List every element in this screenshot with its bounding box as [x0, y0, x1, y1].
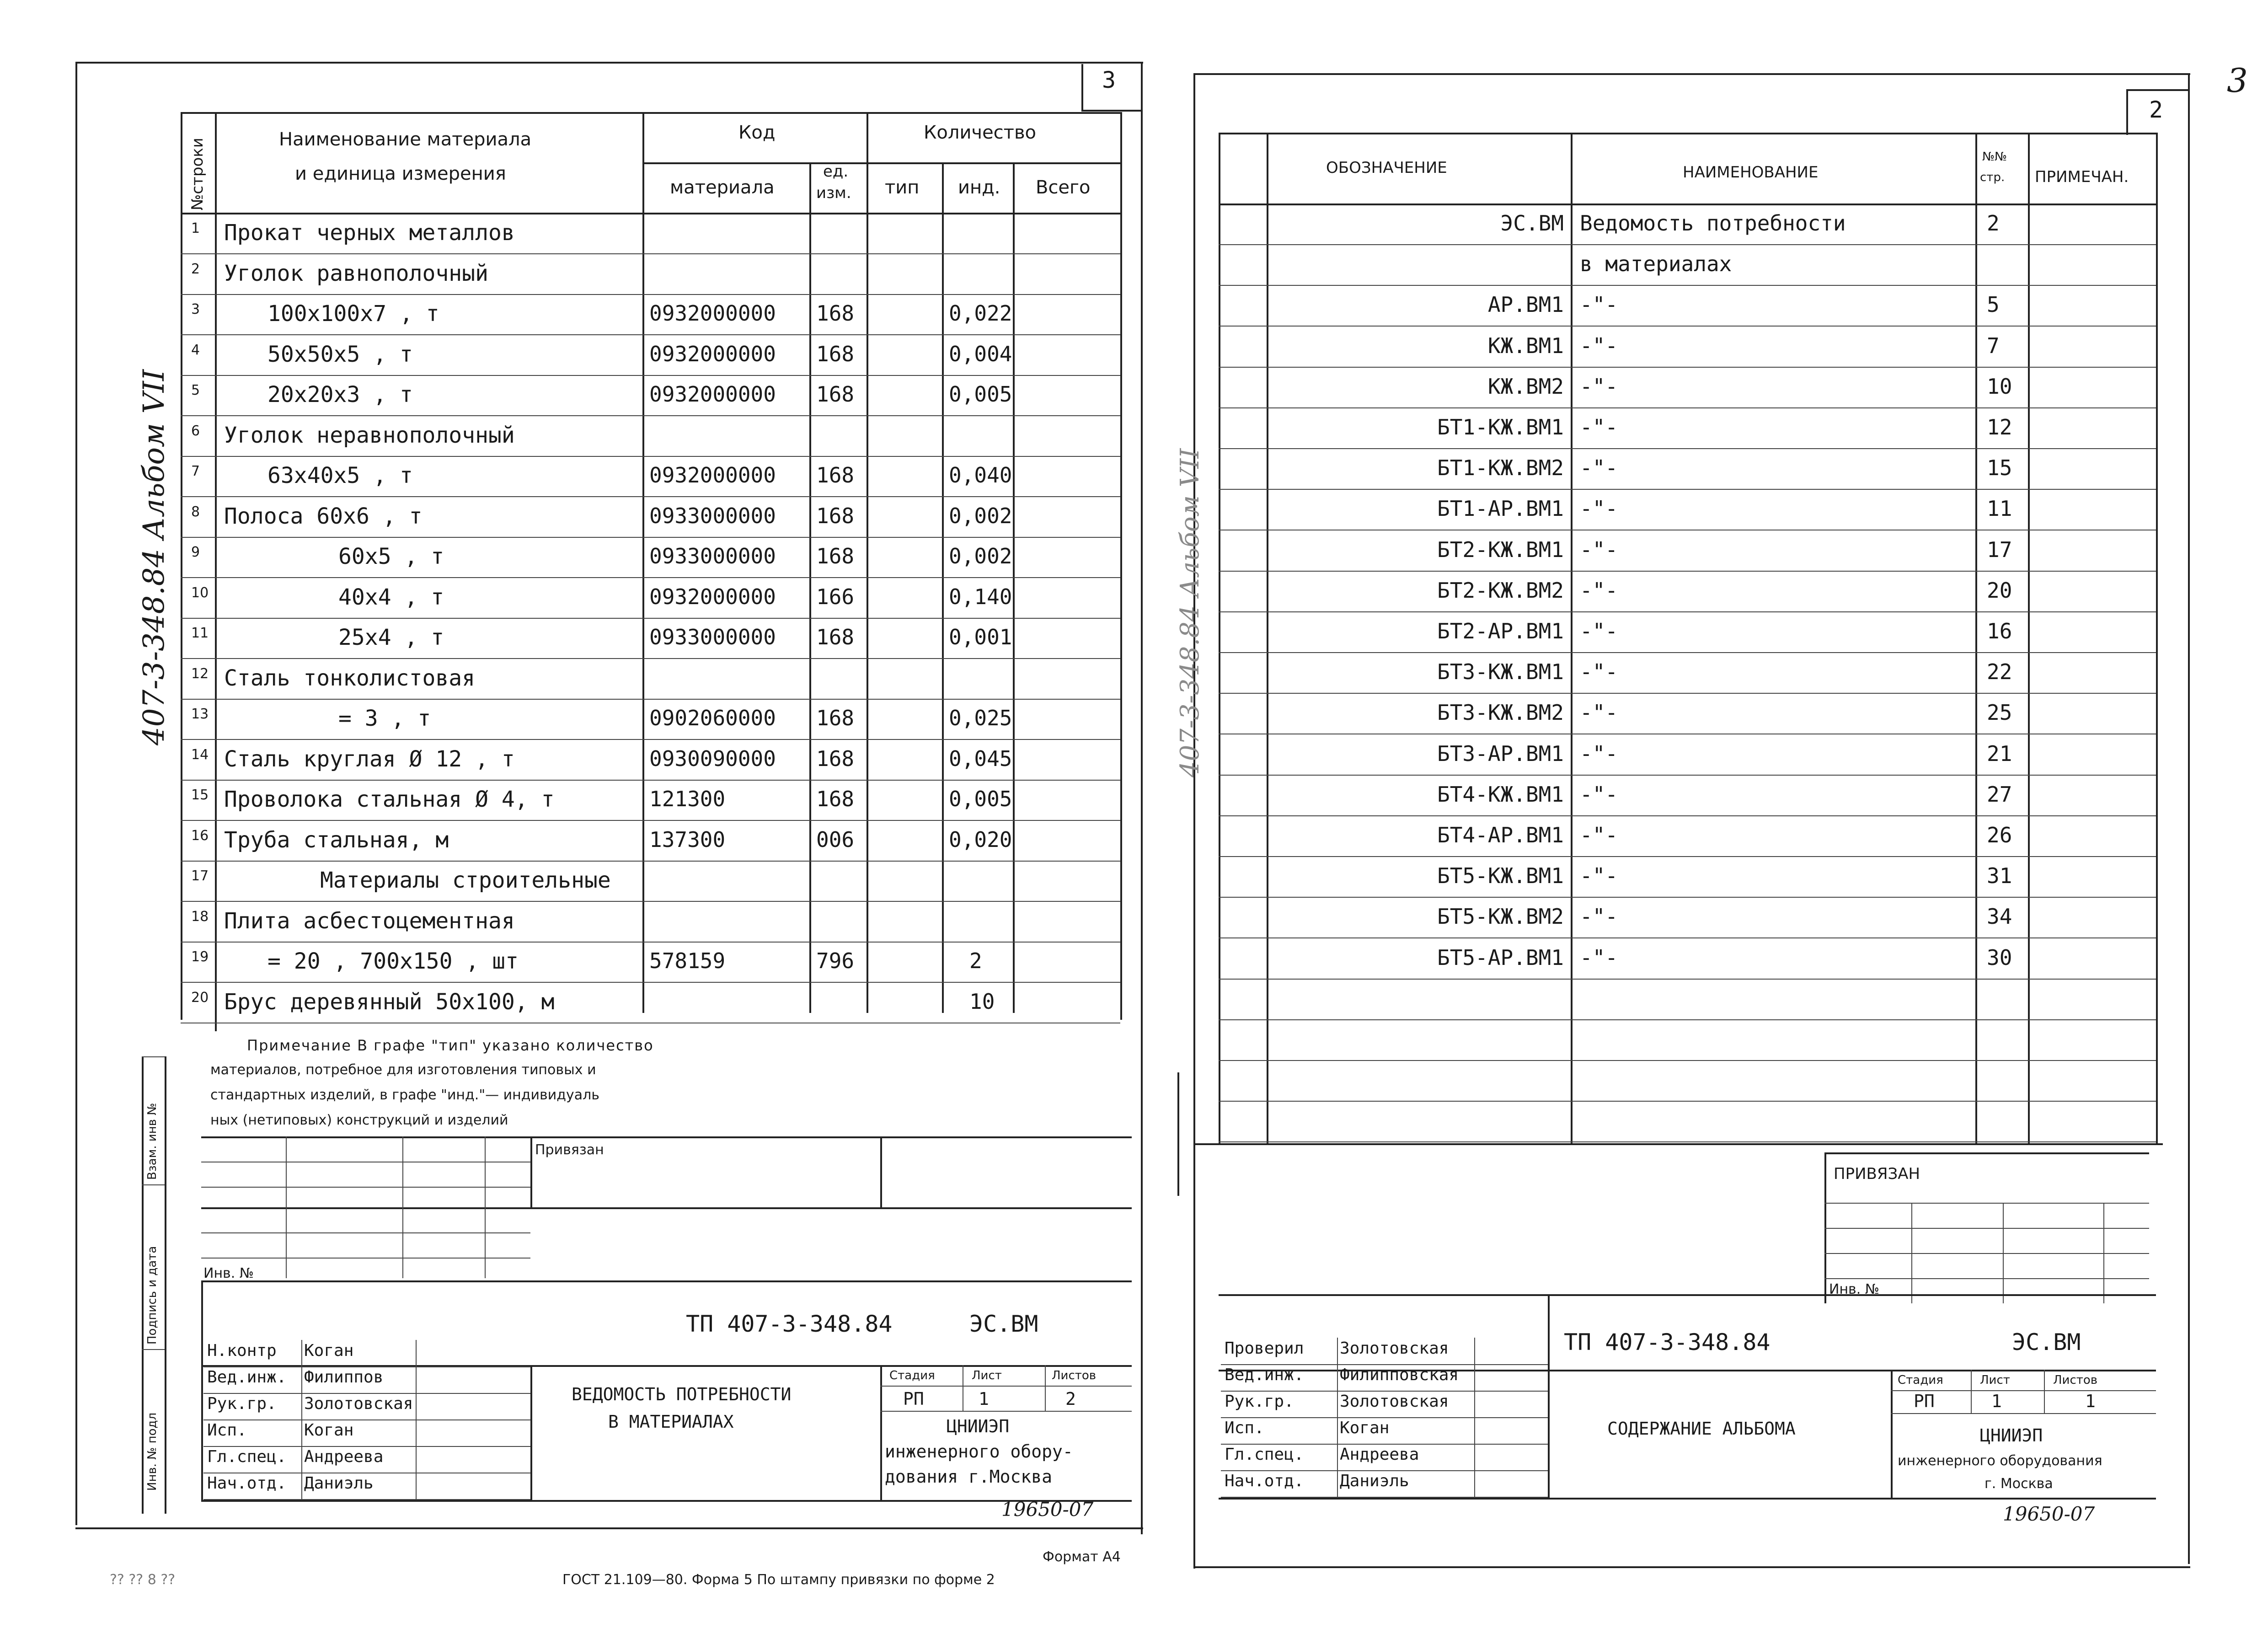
cell-name: 60х5 , т: [338, 544, 444, 569]
cell-ind: 0,002: [949, 503, 1012, 528]
footer-left: ?? ?? 8 ??: [110, 1572, 176, 1588]
signer-divider: [1221, 1417, 1548, 1418]
cell-code: 0933000000: [649, 544, 776, 568]
col-total: Всего: [1036, 177, 1091, 198]
cell-unit: 168: [816, 787, 855, 811]
cell-name: -"-: [1580, 455, 1618, 480]
cell-name: Ведомость потребности: [1580, 211, 1846, 236]
col-code-material: материала: [670, 177, 775, 198]
row-divider: [181, 537, 1120, 538]
cell-unit: 796: [816, 948, 855, 973]
cell-name: Уголок неравнополочный: [224, 423, 515, 448]
cell-name: -"-: [1580, 333, 1618, 358]
cell-name: -"-: [1580, 823, 1618, 847]
row-divider: [1219, 244, 2156, 245]
cell-name: Труба стальная, м: [224, 827, 449, 853]
row-divider: [1219, 693, 2156, 694]
cell-name: Плита асбестоцементная: [224, 908, 515, 934]
cell-unit: 168: [816, 342, 855, 366]
cell-ind: 0,040: [949, 463, 1012, 487]
cell-name: 100х100х7 , т: [267, 301, 439, 327]
row-divider: [1219, 367, 2156, 368]
signer-divider: [203, 1419, 530, 1420]
cell-designation: БТ1-АР.ВМ1: [1437, 496, 1564, 521]
col-designation: ОБОЗНАЧЕНИЕ: [1326, 159, 1447, 177]
cell-name: -"-: [1580, 741, 1618, 766]
row-divider: [1219, 448, 2156, 449]
sheet-label: Лист: [972, 1369, 1002, 1382]
cell-page: 21: [1987, 741, 2012, 766]
sheets-value: 2: [1065, 1389, 1076, 1409]
cell-name: -"-: [1580, 292, 1618, 317]
signer-name: Золотовская: [1340, 1339, 1449, 1358]
cell-designation: БТ3-КЖ.ВМ1: [1437, 659, 1564, 684]
sheets-label: Листов: [1052, 1369, 1097, 1382]
cell-designation: БТ3-КЖ.ВМ2: [1437, 700, 1564, 725]
signer-col-divider: [1474, 1338, 1475, 1497]
cell-ind: 0,005: [949, 382, 1012, 407]
cell-n: 10: [191, 585, 209, 601]
signer-role: Исп.: [1225, 1419, 1264, 1437]
cell-n: 9: [191, 544, 200, 560]
signer-divider: [1221, 1391, 1548, 1392]
cell-designation: БТ2-АР.ВМ1: [1437, 619, 1564, 643]
cell-unit: 168: [816, 746, 855, 771]
bottom-number: 19650-07: [1001, 1498, 1094, 1521]
cell-n: 14: [191, 747, 209, 763]
doc-mark: ЭС.ВМ: [2012, 1329, 2081, 1355]
signer-role: Вед.инж.: [1225, 1366, 1304, 1384]
signer-role: Нач.отд.: [207, 1474, 287, 1493]
signer-name: Коган: [304, 1421, 354, 1440]
cell-name: в материалах: [1580, 252, 1732, 276]
note-line-2: материалов, потребное для изготовления типовых и: [210, 1062, 596, 1078]
cell-unit: 168: [816, 382, 855, 407]
cell-designation: БТ5-КЖ.ВМ1: [1437, 863, 1564, 888]
cell-designation: БТ4-АР.ВМ1: [1437, 823, 1564, 847]
cell-code: 137300: [649, 827, 726, 852]
cell-n: 12: [191, 666, 209, 682]
cell-ind: 0,045: [949, 746, 1012, 771]
cell-code: 0932000000: [649, 382, 776, 407]
cell-name: -"-: [1580, 904, 1618, 929]
cell-n: 1: [191, 220, 200, 236]
cell-name: Уголок равнополочный: [224, 261, 488, 286]
cell-designation: АР.ВМ1: [1487, 292, 1564, 317]
cell-page: 15: [1987, 455, 2012, 480]
col-code: Код: [738, 122, 776, 143]
cell-code: 0933000000: [649, 503, 776, 528]
cell-name: -"-: [1580, 619, 1618, 643]
cell-name: 63х40х5 , т: [267, 463, 413, 488]
cell-n: 18: [191, 909, 209, 925]
cell-ind: 10: [969, 989, 995, 1014]
cell-unit: 168: [816, 625, 855, 649]
row-divider: [181, 577, 1120, 578]
row-divider: [1219, 285, 2156, 286]
signer-name: Филиппов: [304, 1368, 384, 1387]
signer-role: Гл.спец.: [207, 1447, 287, 1466]
cell-n: 13: [191, 706, 209, 722]
cell-designation: КЖ.ВМ2: [1487, 374, 1564, 399]
row-divider: [1219, 775, 2156, 776]
row-divider: [181, 901, 1120, 902]
doc-mark: ЭС.ВМ: [969, 1311, 1038, 1337]
row-divider: [181, 942, 1120, 943]
signer-name: Филипповская: [1340, 1366, 1459, 1384]
cell-page: 22: [1987, 659, 2012, 684]
cell-name: -"-: [1580, 782, 1618, 807]
cell-page: 17: [1987, 537, 2012, 562]
cell-name: = 3 , т: [338, 706, 431, 731]
sheet-title: СОДЕРЖАНИЕ АЛЬБОМА: [1607, 1419, 1796, 1439]
sheets-label: Листов: [2053, 1373, 2098, 1387]
row-divider: [1219, 937, 2156, 938]
cell-n: 2: [191, 261, 200, 277]
vertical-note: 407-3-348.84 Альбом VII: [1175, 448, 1205, 777]
cell-ind: 0,140: [949, 584, 1012, 609]
cell-name: -"-: [1580, 537, 1618, 562]
cell-name: Материалы строительные: [320, 868, 611, 893]
signer-name: Андреева: [304, 1447, 384, 1466]
bottom-number: 19650-07: [2003, 1503, 2095, 1525]
signer-divider: [1221, 1470, 1548, 1471]
row-divider: [1219, 652, 2156, 653]
cell-designation: БТ2-КЖ.ВМ1: [1437, 537, 1564, 562]
page-number: 2: [2149, 96, 2163, 123]
row-divider: [1219, 979, 2156, 980]
cell-designation: БТ2-КЖ.ВМ2: [1437, 578, 1564, 603]
cell-code: 0902060000: [649, 706, 776, 730]
cell-n: 5: [191, 382, 200, 398]
cell-n: 3: [191, 301, 200, 317]
cell-code: 0930090000: [649, 746, 776, 771]
privyazan-label: Привязан: [535, 1142, 604, 1158]
cell-designation: БТ4-КЖ.ВМ1: [1437, 782, 1564, 807]
row-divider: [181, 739, 1120, 740]
cell-page: 2: [1987, 211, 2000, 236]
cell-page: 7: [1987, 333, 2000, 358]
col-page-1: №№: [1982, 150, 2007, 164]
row-divider: [181, 982, 1120, 983]
signer-role: Проверил: [1225, 1339, 1304, 1358]
row-divider: [181, 375, 1120, 376]
row-divider: [181, 618, 1120, 619]
row-divider: [1219, 489, 2156, 490]
cell-n: 19: [191, 949, 209, 965]
row-divider: [1219, 856, 2156, 857]
cell-ind: 0,025: [949, 706, 1012, 730]
privyazan-label: ПРИВЯЗАН: [1834, 1165, 1920, 1183]
cell-name: 20х20х3 , т: [267, 382, 413, 407]
row-divider: [181, 253, 1120, 254]
cell-designation: БТ3-АР.ВМ1: [1437, 741, 1564, 766]
col-quantity: Количество: [924, 122, 1037, 143]
signer-name: Даниэль: [1340, 1472, 1409, 1490]
cell-name: -"-: [1580, 578, 1618, 603]
stage-value: РП: [1914, 1391, 1935, 1411]
cell-unit: 168: [816, 706, 855, 730]
row-divider: [1219, 815, 2156, 816]
signer-name: Даниэль: [304, 1474, 374, 1493]
row-divider: [1219, 897, 2156, 898]
col-name-1: Наименование материала: [279, 129, 532, 150]
cell-n: 16: [191, 828, 209, 844]
cell-page: 31: [1987, 863, 2012, 888]
cell-unit: 168: [816, 301, 855, 326]
cell-ind: 0,005: [949, 787, 1012, 811]
format-label: Формат А4: [1043, 1549, 1121, 1565]
org-line-2: инженерного оборудования: [1898, 1453, 2102, 1469]
cell-n: 20: [191, 990, 209, 1006]
cell-name: Проволока стальная Ø 4, т: [224, 787, 555, 812]
cell-page: 5: [1987, 292, 2000, 317]
cell-name: 40х4 , т: [338, 584, 444, 610]
doc-code: ТП 407-3-348.84: [686, 1311, 893, 1337]
cell-name: -"-: [1580, 700, 1618, 725]
gost-footer: ГОСТ 21.109—80. Форма 5 По штампу привязки по форме 2: [562, 1572, 995, 1588]
cell-n: 4: [191, 342, 200, 358]
signer-role: Нач.отд.: [1225, 1472, 1304, 1490]
cell-name: 50х50х5 , т: [267, 342, 413, 367]
page-number: 3: [1102, 67, 1116, 93]
cell-ind: 2: [969, 948, 982, 973]
cell-name: Полоса 60х6 , т: [224, 503, 423, 529]
signer-name: Андреева: [1340, 1445, 1419, 1464]
cell-name: -"-: [1580, 863, 1618, 888]
row-divider: [1219, 571, 2156, 572]
cell-designation: БТ1-КЖ.ВМ2: [1437, 455, 1564, 480]
signer-role: Вед.инж.: [207, 1368, 287, 1387]
album-note: 407-3-348.84 Альбом VII: [137, 369, 171, 745]
signer-role: Исп.: [207, 1421, 247, 1440]
signer-divider: [203, 1366, 530, 1367]
signer-divider: [1221, 1364, 1548, 1365]
cell-n: 15: [191, 787, 209, 803]
signer-divider: [203, 1393, 530, 1394]
col-note: ПРИМЕЧАН.: [2035, 168, 2129, 186]
cell-name: 25х4 , т: [338, 625, 444, 650]
inv-no-label: Инв. №: [203, 1265, 254, 1281]
row-divider: [1219, 1019, 2156, 1020]
cell-page: 34: [1987, 904, 2012, 929]
cell-designation: БТ5-КЖ.ВМ2: [1437, 904, 1564, 929]
note-line-1: Примечание В графе "тип" указано количество: [247, 1037, 654, 1054]
col-row-no: №строки: [188, 138, 207, 210]
cell-code: 0932000000: [649, 463, 776, 487]
row-divider: [181, 456, 1120, 457]
row-divider: [181, 334, 1120, 335]
signer-name: Коган: [1340, 1419, 1390, 1437]
cell-unit: 168: [816, 544, 855, 568]
cell-page: 27: [1987, 782, 2012, 807]
cell-page: 25: [1987, 700, 2012, 725]
sheet-value: 1: [979, 1389, 989, 1409]
org-line-2: инженерного обору-: [885, 1441, 1073, 1462]
col-page-2: стр.: [1980, 171, 2005, 184]
side-label-podpis: Подпись и дата: [145, 1246, 159, 1344]
cell-ind: 0,002: [949, 544, 1012, 568]
stage-label: Стадия: [889, 1369, 935, 1382]
row-divider: [181, 861, 1120, 862]
row-divider: [1219, 1060, 2156, 1061]
row-divider: [181, 820, 1120, 821]
cell-name: -"-: [1580, 374, 1618, 399]
cell-unit: 168: [816, 463, 855, 487]
cell-name: -"-: [1580, 415, 1618, 439]
corner-mark: 3: [2227, 61, 2248, 100]
row-divider: [181, 699, 1120, 700]
cell-name: Прокат черных металлов: [224, 220, 515, 246]
col-type: тип: [885, 177, 920, 198]
col-name: НАИМЕНОВАНИЕ: [1683, 163, 1819, 182]
stage-value: РП: [903, 1389, 924, 1409]
row-divider: [181, 658, 1120, 659]
inv-no-label: Инв. №: [1829, 1281, 1880, 1297]
signer-role: Рук.гр.: [207, 1394, 277, 1413]
row-divider: [1219, 407, 2156, 408]
signer-col-divider: [416, 1340, 417, 1499]
row-divider: [181, 294, 1120, 295]
signer-divider: [1221, 1444, 1548, 1445]
cell-unit: 166: [816, 584, 855, 609]
cell-name: = 20 , 700х150 , шт: [267, 948, 519, 974]
signer-role: Рук.гр.: [1225, 1392, 1294, 1411]
cell-page: 26: [1987, 823, 2012, 847]
org-line-1: ЦНИИЭП: [1980, 1425, 2043, 1446]
col-ind: инд.: [958, 177, 1000, 198]
cell-page: 12: [1987, 415, 2012, 439]
row-divider: [1219, 1141, 2156, 1142]
cell-designation: БТ5-АР.ВМ1: [1437, 945, 1564, 970]
cell-name: -"-: [1580, 496, 1618, 521]
sheets-value: 1: [2085, 1391, 2096, 1411]
signer-col-divider: [301, 1340, 302, 1499]
cell-code: 0933000000: [649, 625, 776, 649]
signer-divider: [203, 1446, 530, 1447]
org-line-3: дования г.Москва: [885, 1467, 1053, 1487]
note-line-3: стандартных изделий, в графе "инд."— индивидуаль: [210, 1087, 599, 1103]
org-line-3: г. Москва: [1984, 1476, 2053, 1492]
cell-n: 6: [191, 423, 200, 439]
cell-ind: 0,004: [949, 342, 1012, 366]
side-label-vzam: Взам. инв №: [145, 1103, 159, 1180]
signer-role: Н.контр: [207, 1341, 277, 1360]
cell-ind: 0,001: [949, 625, 1012, 649]
signer-divider: [1221, 1497, 1548, 1498]
cell-page: 30: [1987, 945, 2012, 970]
row-divider: [1219, 326, 2156, 327]
cell-code: 0932000000: [649, 342, 776, 366]
signer-col-divider: [1337, 1338, 1338, 1497]
cell-n: 8: [191, 504, 200, 520]
sheet-title-2: В МАТЕРИАЛАХ: [608, 1412, 734, 1432]
cell-n: 17: [191, 868, 209, 884]
sheet-label: Лист: [1980, 1373, 2010, 1387]
cell-code: 0932000000: [649, 301, 776, 326]
col-unit-2: изм.: [816, 184, 851, 202]
cell-name: Сталь тонколистовая: [224, 665, 476, 691]
signer-name: Золотовская: [304, 1394, 413, 1413]
row-divider: [1219, 1101, 2156, 1102]
cell-code: 121300: [649, 787, 726, 811]
cell-code: 0932000000: [649, 584, 776, 609]
col-name-2: и единица измерения: [295, 163, 506, 184]
side-label-inv: Инв. № подл: [145, 1412, 159, 1491]
row-divider: [181, 496, 1120, 497]
sheet-title-1: ВЕДОМОСТЬ ПОТРЕБНОСТИ: [572, 1384, 792, 1404]
cell-name: -"-: [1580, 945, 1618, 970]
cell-name: -"-: [1580, 659, 1618, 684]
sheet-value: 1: [1991, 1391, 2002, 1411]
cell-name: Брус деревянный 50х100, м: [224, 989, 555, 1015]
doc-code: ТП 407-3-348.84: [1564, 1329, 1771, 1355]
row-divider: [181, 415, 1120, 416]
cell-code: 578159: [649, 948, 726, 973]
cell-designation: БТ1-КЖ.ВМ1: [1437, 415, 1564, 439]
cell-n: 7: [191, 463, 200, 479]
cell-designation: ЭС.ВМ: [1500, 211, 1564, 236]
org-line-1: ЦНИИЭП: [947, 1416, 1010, 1436]
stage-label: Стадия: [1898, 1373, 1943, 1387]
cell-ind: 0,020: [949, 827, 1012, 852]
cell-ind: 0,022: [949, 301, 1012, 326]
signer-name: Золотовская: [1340, 1392, 1449, 1411]
col-unit-1: ед.: [823, 162, 849, 181]
row-divider: [1219, 611, 2156, 612]
cell-page: 16: [1987, 619, 2012, 643]
signer-role: Гл.спец.: [1225, 1445, 1304, 1464]
signer-name: Коган: [304, 1341, 354, 1360]
cell-page: 11: [1987, 496, 2012, 521]
cell-page: 20: [1987, 578, 2012, 603]
signer-divider: [203, 1499, 530, 1500]
cell-designation: КЖ.ВМ1: [1487, 333, 1564, 358]
cell-n: 11: [191, 625, 209, 641]
cell-page: 10: [1987, 374, 2012, 399]
row-divider: [181, 780, 1120, 781]
cell-unit: 006: [816, 827, 855, 852]
note-line-4: ных (нетиповых) конструкций и изделий: [210, 1112, 508, 1128]
cell-unit: 168: [816, 503, 855, 528]
cell-name: Сталь круглая Ø 12 , т: [224, 746, 515, 772]
